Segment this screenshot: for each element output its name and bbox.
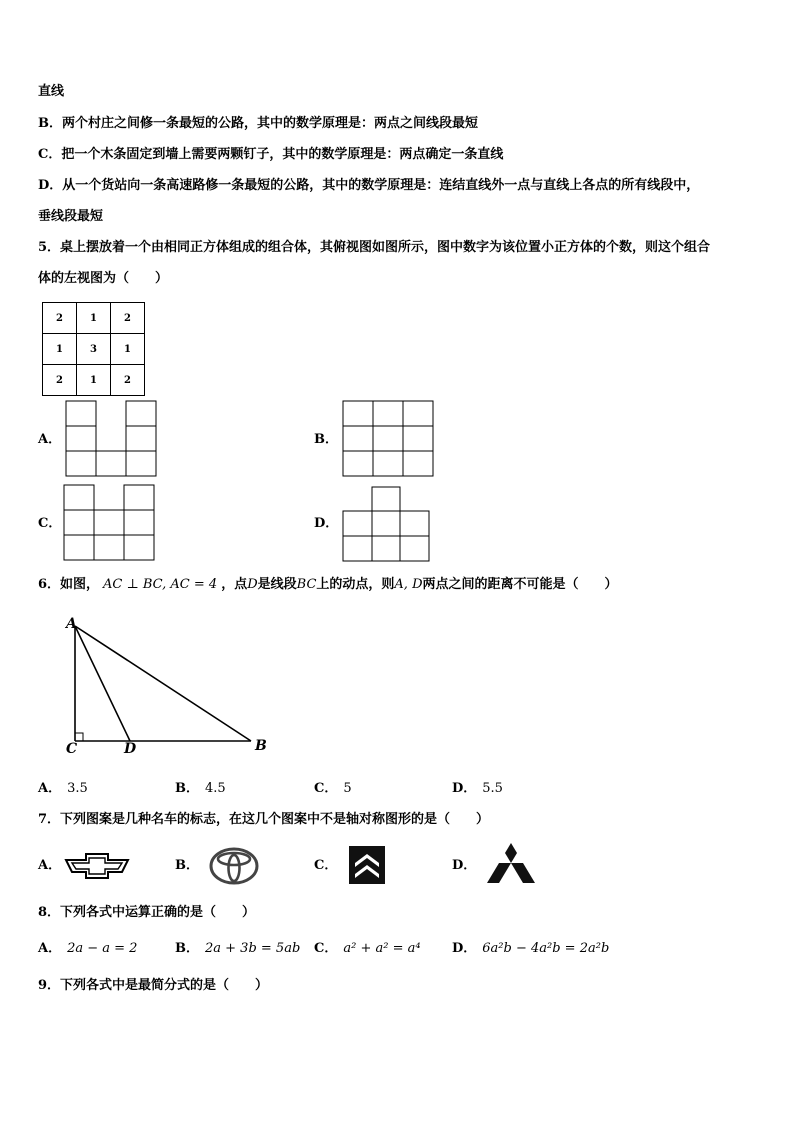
q8-option-c-value: a² + a² = a⁴ — [343, 941, 421, 956]
grid-cell: 1 — [77, 303, 111, 334]
q5-stem-line2: 体的左视图为（ ） — [38, 271, 169, 286]
q6-stem-pre: 6．如图， — [38, 577, 100, 592]
grid-cell: 1 — [77, 365, 111, 396]
q8-option-d-value: 6a²b − 4a²b = 2a²b — [482, 941, 610, 956]
q6-option-c-value: 5 — [343, 781, 352, 796]
grid-cell: 2 — [111, 365, 145, 396]
q6-option-a-value: 3.5 — [67, 781, 88, 796]
vertex-c-label: C — [66, 741, 78, 757]
q5-option-c-figure — [63, 484, 155, 562]
toyota-logo-icon — [209, 847, 259, 885]
q7-stem: 7．下列图案是几种名车的标志，在这几个图案中不是轴对称图形的是（ ） — [38, 812, 490, 827]
q6-option-d-value: 5.5 — [482, 781, 503, 796]
vertex-d-label: D — [124, 741, 137, 757]
grid-cell: 2 — [43, 303, 77, 334]
q6-option-b-key: B． — [175, 781, 199, 796]
q8-option-b — [175, 941, 300, 957]
grid-row — [43, 365, 145, 396]
q8-option-c-key: C． — [314, 941, 338, 956]
q5-option-d-figure — [342, 486, 430, 562]
q4-option-d: D．从一个货站向一条高速路修一条最短的公路，其中的数学原理是：连结直线外一点与直线上各点的所有线段中， — [38, 178, 700, 193]
grid-row — [43, 334, 145, 365]
q7-option-a-label: A． — [38, 858, 62, 873]
q4-option-d-cont: 垂线段最短 — [38, 209, 104, 224]
vertex-b-label: B — [255, 738, 267, 754]
q7-option-b-label: B． — [175, 858, 199, 873]
q6-points-ad-math: A, D — [394, 577, 423, 592]
q6-option-d — [452, 781, 503, 797]
grid-cell: 1 — [111, 334, 145, 365]
q6-option-c-key: C． — [314, 781, 338, 796]
q6-stem-mid1: ，点 — [221, 577, 248, 592]
q5-option-c-label: C． — [38, 516, 62, 531]
q4-option-b: B．两个村庄之间修一条最短的公路，其中的数学原理是：两点之间线段最短 — [38, 116, 478, 131]
q6-stem — [38, 577, 618, 593]
q6-stem-post: 两点之间的距离不可能是（ ） — [422, 577, 618, 592]
q8-option-c — [314, 941, 421, 957]
grid-cell: 2 — [43, 365, 77, 396]
citroen-logo-icon — [349, 846, 385, 884]
q5-option-a-figure — [65, 400, 157, 478]
q5-option-a-label: A． — [38, 432, 62, 447]
top-view-grid — [42, 302, 145, 396]
q5-option-b-label: B． — [314, 432, 338, 447]
triangle-figure — [50, 612, 280, 762]
q8-stem: 8．下列各式中运算正确的是（ ） — [38, 905, 256, 920]
grid-cell: 1 — [43, 334, 77, 365]
q6-option-d-key: D． — [452, 781, 477, 796]
q6-option-b-value: 4.5 — [205, 781, 226, 796]
q7-option-c-label: C． — [314, 858, 338, 873]
q6-segment-bc-math: BC — [296, 577, 317, 592]
q6-stem-mid3: 上的动点，则 — [316, 577, 395, 592]
mitsubishi-logo-icon — [486, 842, 536, 886]
q6-condition-math: AC ⊥ BC, AC = 4 — [103, 577, 218, 592]
q5-option-d-label: D． — [314, 516, 339, 531]
q9-stem: 9．下列各式中是最简分式的是（ ） — [38, 978, 269, 993]
grid-cell: 2 — [111, 303, 145, 334]
q6-option-a — [38, 781, 88, 797]
q8-option-b-value: 2a + 3b = 5ab — [205, 941, 301, 956]
chevrolet-logo-icon — [64, 852, 130, 880]
q5-option-b-figure — [342, 400, 434, 478]
q8-option-d-key: D． — [452, 941, 477, 956]
q4-option-c: C．把一个木条固定到墙上需要两颗钉子，其中的数学原理是：两点确定一条直线 — [38, 147, 504, 162]
q8-option-b-key: B． — [175, 941, 199, 956]
q8-option-a-value: 2a − a = 2 — [67, 941, 138, 956]
q8-option-a — [38, 941, 137, 957]
grid-cell: 3 — [77, 334, 111, 365]
q6-option-a-key: A． — [38, 781, 62, 796]
q7-option-d-label: D． — [452, 858, 477, 873]
q8-option-a-key: A． — [38, 941, 62, 956]
q6-option-c — [314, 781, 352, 797]
grid-row — [43, 303, 145, 334]
text-line-straight: 直线 — [38, 84, 65, 99]
q6-point-d-math: D — [247, 577, 258, 592]
q6-option-b — [175, 781, 226, 797]
q6-stem-mid2: 是线段 — [257, 577, 297, 592]
q5-stem-line1: 5．桌上摆放着一个由相同正方体组成的组合体，其俯视图如图所示，图中数字为该位置小正方体的个数，则这个组合 — [38, 240, 711, 255]
vertex-a-label: A — [66, 616, 77, 632]
q8-option-d — [452, 941, 609, 957]
